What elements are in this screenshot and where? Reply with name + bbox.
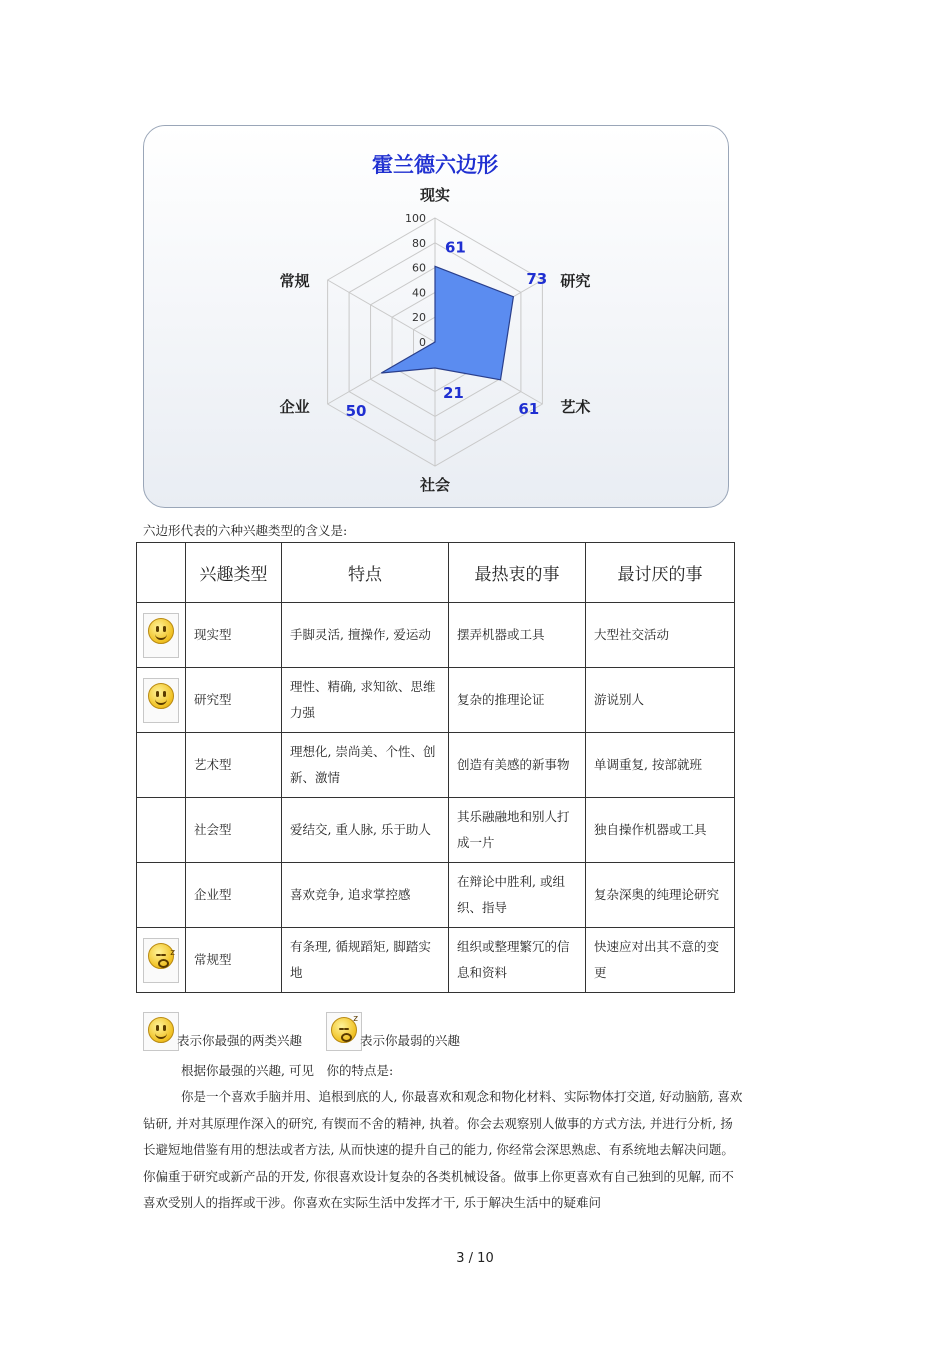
cell-type: 现实型 xyxy=(186,603,282,668)
axis-label: 现实 xyxy=(419,186,451,204)
cell-hate: 快速应对出其不意的变更 xyxy=(586,928,735,993)
row-icon-cell xyxy=(137,863,186,928)
value-label: 21 xyxy=(443,384,464,403)
cell-hate: 单调重复, 按部就班 xyxy=(586,733,735,798)
smile-icon xyxy=(143,613,179,658)
cell-trait: 理想化, 崇尚美、个性、创新、激情 xyxy=(282,733,449,798)
cell-love: 复杂的推理论证 xyxy=(449,668,586,733)
body-text: 你是一个喜欢手脑并用、追根到底的人, 你最喜欢和观念和物化材料、实际物体打交道, 好动脑筋, 喜欢钻研, 并对其原理作深入的研究, 有锲而不舍的精神, 执着。你会去观察别人做事的方式方法, 并进行分析, 扬长避短地借鉴有用的想法或者方法, 从而快速的提升自己的能力, 你经常会深思熟虑、有系统地去解决问题。你偏重于研究或新产品的开发, 你很喜欢设计复杂的各类机械设备。做事上你更喜欢有自己独到的见解, 而不喜欢受别人的指挥或干涉。你喜欢在实际生活中发挥才干, 乐于解决生活中的疑难问 xyxy=(143,1089,743,1210)
tick-label: 60 xyxy=(412,261,426,275)
row-icon-cell xyxy=(137,733,186,798)
value-label: 61 xyxy=(445,238,466,257)
axis-label: 研究 xyxy=(560,272,591,290)
value-label: 61 xyxy=(518,400,540,418)
header-type: 兴趣类型 xyxy=(186,543,282,603)
axis-label: 企业 xyxy=(279,398,310,416)
intro-text: 六边形代表的六种兴趣类型的含义是: xyxy=(143,523,348,538)
cell-hate: 大型社交活动 xyxy=(586,603,735,668)
cell-trait: 喜欢竞争, 追求掌控感 xyxy=(282,863,449,928)
cell-hate: 游说别人 xyxy=(586,668,735,733)
tick-label: 100 xyxy=(405,212,426,225)
lead-text: 根据你最强的兴趣, 可见 你的特点是: xyxy=(181,1063,394,1078)
table-row xyxy=(137,798,735,863)
header-love: 最热衷的事 xyxy=(449,543,586,603)
cell-hate: 独自操作机器或工具 xyxy=(586,798,735,863)
table-row xyxy=(137,863,735,928)
header-trait: 特点 xyxy=(282,543,449,603)
axis-label: 社会 xyxy=(419,476,451,494)
legend-strong xyxy=(143,1012,303,1051)
tick-label: 20 xyxy=(412,311,426,325)
page-number: 3 / 10 xyxy=(456,1251,494,1266)
holland-radar-chart xyxy=(144,126,729,508)
cell-love: 在辩论中胜利, 或组织、指导 xyxy=(449,863,586,928)
interest-table xyxy=(136,542,735,993)
sleepy-icon: z xyxy=(326,1012,362,1051)
cell-type: 研究型 xyxy=(186,668,282,733)
value-label: 50 xyxy=(345,402,367,420)
table-row xyxy=(137,733,735,798)
tick-label: 80 xyxy=(412,236,426,250)
cell-type: 企业型 xyxy=(186,863,282,928)
axis-label: 常规 xyxy=(279,272,310,290)
header-hate: 最讨厌的事 xyxy=(586,543,735,603)
cell-love: 创造有美感的新事物 xyxy=(449,733,586,798)
legend-weak xyxy=(326,1012,461,1051)
cell-trait: 理性、精确, 求知欲、思维力强 xyxy=(282,668,449,733)
data-polygon xyxy=(381,266,513,379)
cell-type: 社会型 xyxy=(186,798,282,863)
row-icon-cell xyxy=(137,928,186,993)
row-icon-cell xyxy=(137,798,186,863)
tick-label: 40 xyxy=(412,286,426,300)
tick-label: 0 xyxy=(419,336,426,349)
sleepy-icon: z xyxy=(143,938,179,983)
value-label: 73 xyxy=(526,270,548,288)
cell-love: 组织或整理繁冗的信息和资料 xyxy=(449,928,586,993)
row-icon-cell xyxy=(137,603,186,668)
row-icon-cell xyxy=(137,668,186,733)
cell-type: 常规型 xyxy=(186,928,282,993)
smile-icon xyxy=(143,678,179,723)
legend-weak-label: 表示你最弱的兴趣 xyxy=(360,1033,461,1048)
chart-title: 霍兰德六边形 xyxy=(372,153,498,177)
cell-trait: 有条理, 循规蹈矩, 脚踏实地 xyxy=(282,928,449,993)
table-row xyxy=(137,668,735,733)
cell-trait: 手脚灵活, 擅操作, 爱运动 xyxy=(282,603,449,668)
holland-chart-panel xyxy=(143,125,729,508)
cell-trait: 爱结交, 重人脉, 乐于助人 xyxy=(282,798,449,863)
cell-hate: 复杂深奥的纯理论研究 xyxy=(586,863,735,928)
table-row xyxy=(137,603,735,668)
table-row xyxy=(137,928,735,993)
header-icon-col xyxy=(137,543,186,603)
legend-strong-label: 表示你最强的两类兴趣 xyxy=(177,1033,303,1048)
smile-icon xyxy=(143,1012,179,1051)
axis-label: 艺术 xyxy=(560,398,591,416)
cell-love: 摆弄机器或工具 xyxy=(449,603,586,668)
table-header-row xyxy=(137,543,735,603)
cell-type: 艺术型 xyxy=(186,733,282,798)
cell-love: 其乐融融地和别人打成一片 xyxy=(449,798,586,863)
